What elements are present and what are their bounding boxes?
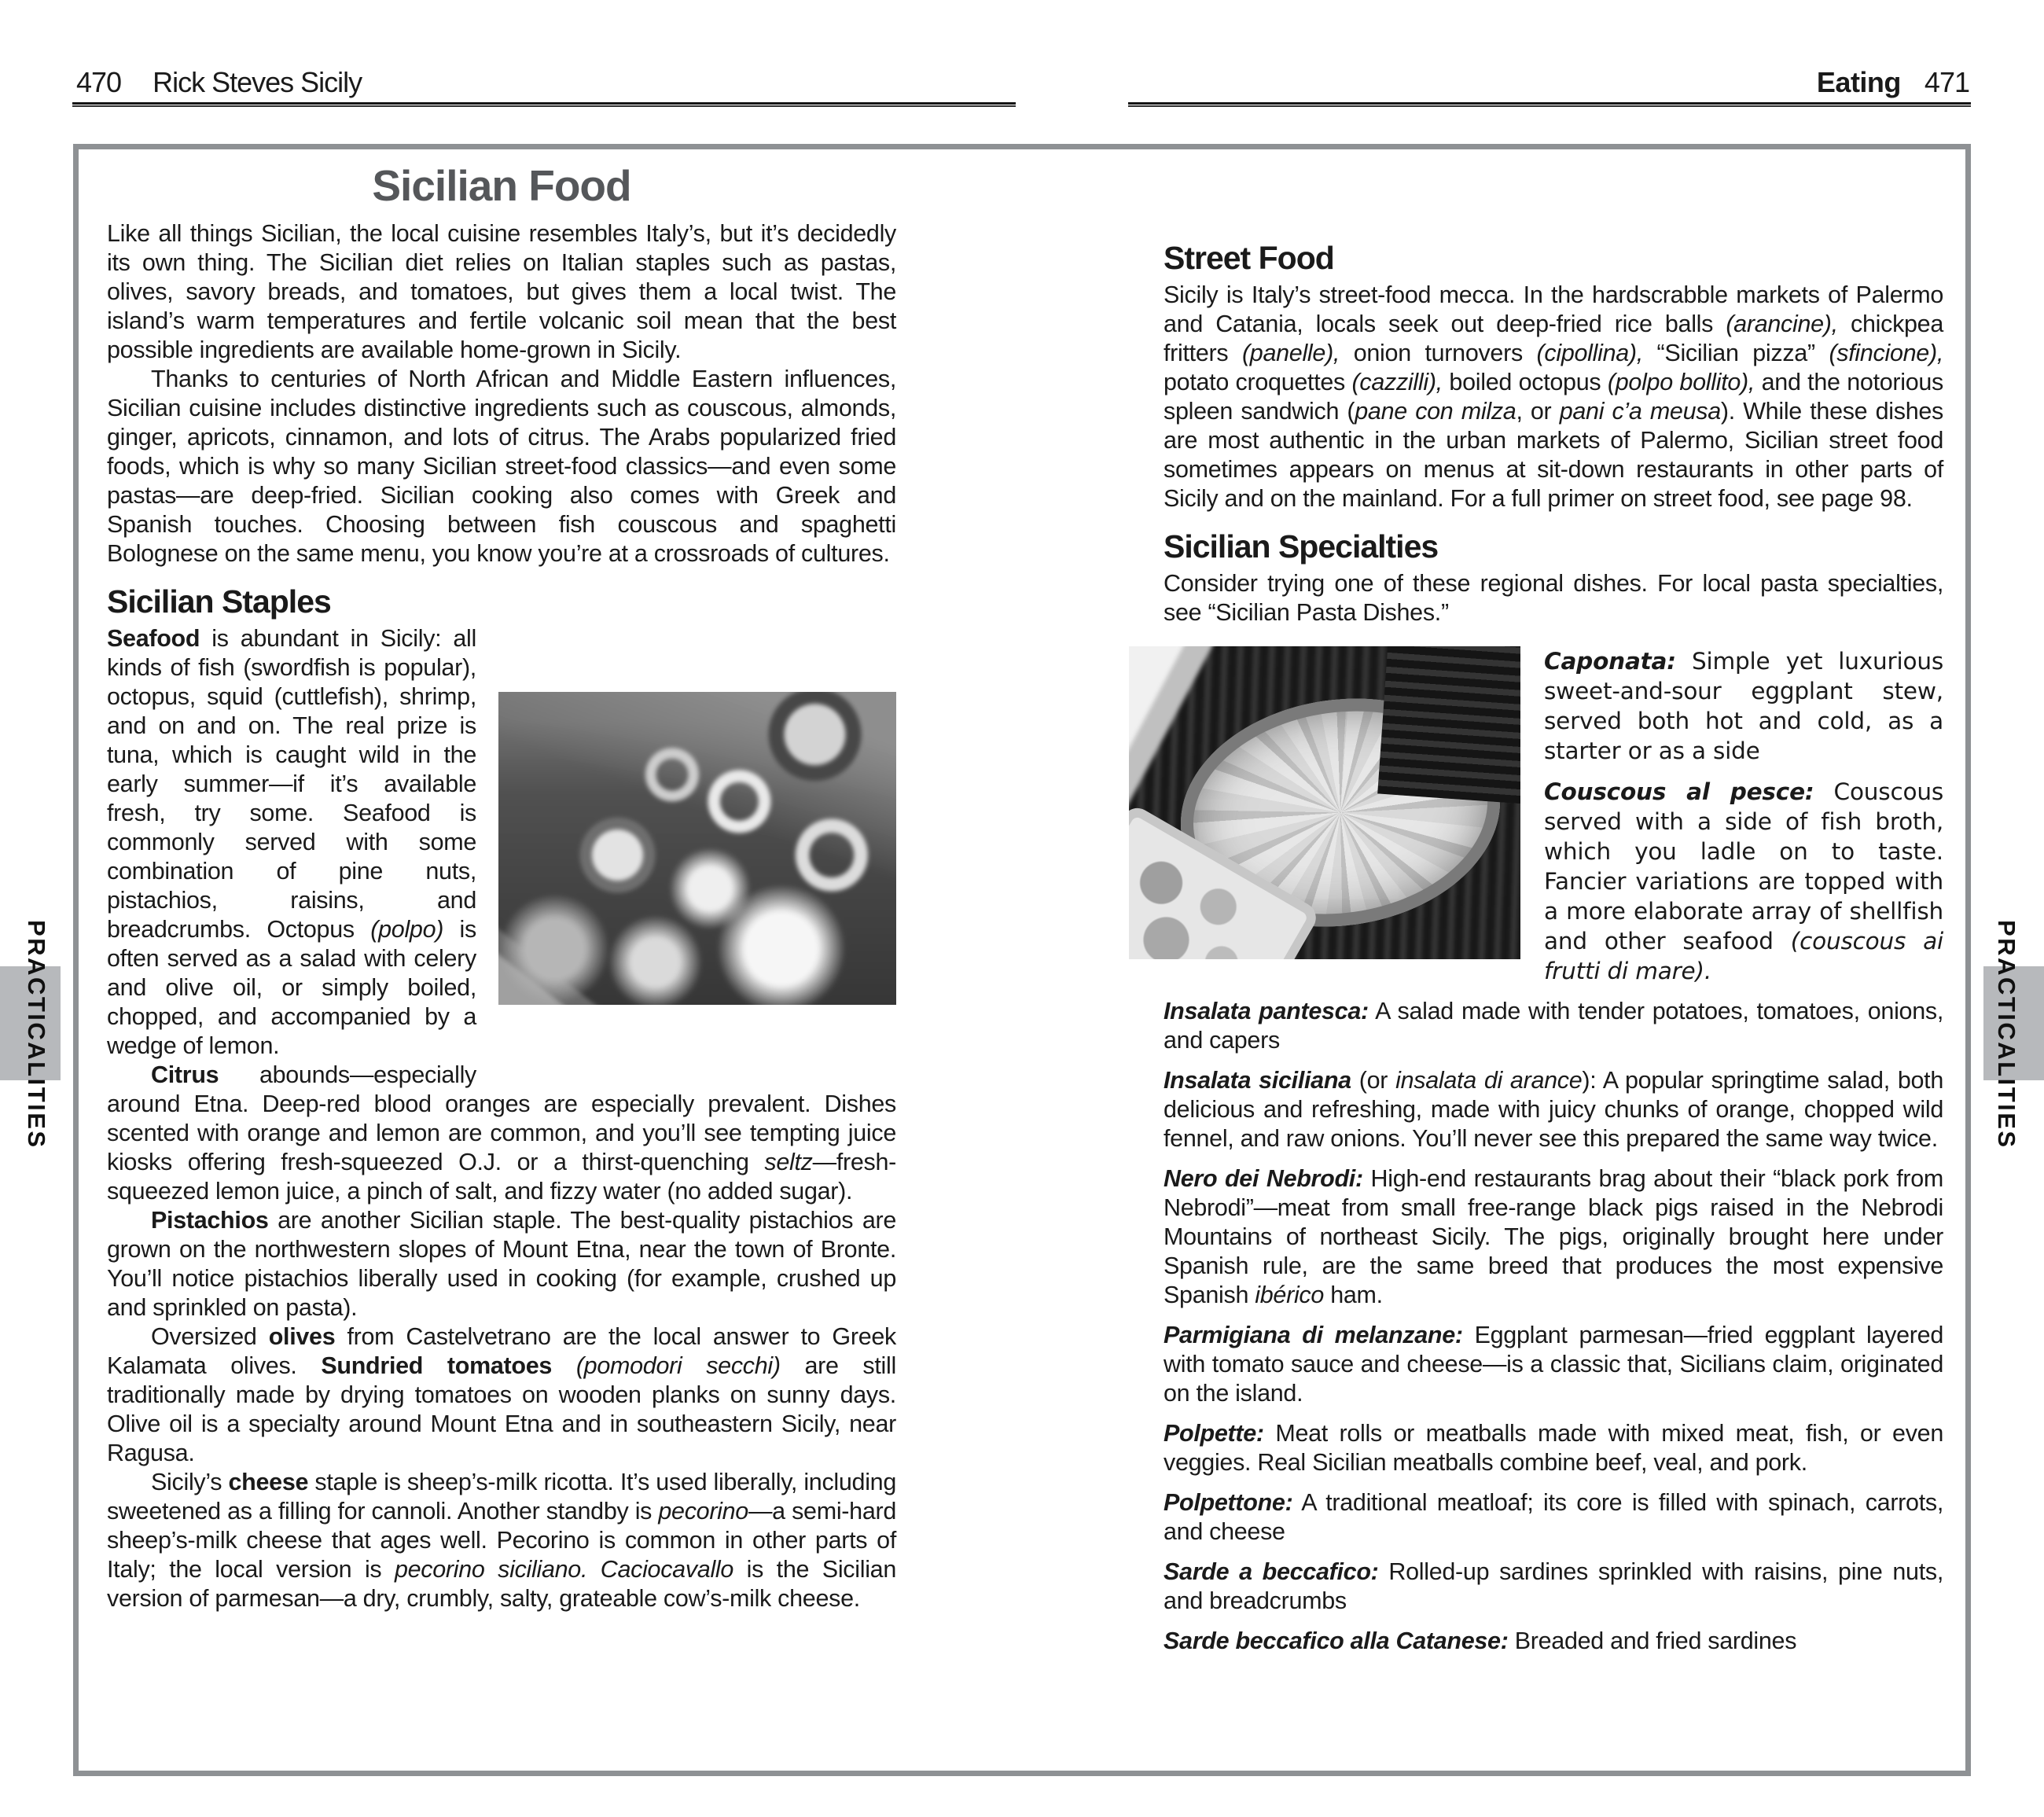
text-segment: Parmigiana di melanzane: — [1164, 1322, 1463, 1348]
section-tab-right: PRACTICALITIES — [1993, 920, 2020, 1149]
dish-polpette — [1164, 1419, 1943, 1477]
heading-street-food: Street Food — [1164, 240, 1334, 276]
dish-sarde-beccafico-alla-catanese — [1164, 1627, 1943, 1656]
text-segment — [552, 1352, 576, 1379]
dish-caponata-text — [1544, 648, 1943, 764]
right-column — [1164, 240, 1944, 1656]
photo-basket-shape — [1377, 646, 1520, 805]
text-segment: Pistachios — [151, 1207, 269, 1234]
text-segment: —fresh-squeezed lemon juice, a pinch of salt, and fizzy water (no added sugar). — [107, 1149, 896, 1205]
text-segment: High-end restaurants brag about their “black pork from Nebrodi”—meat from small free-range black pigs raised in the Nebrodi Mountains of northeast Sicily. The pigs, originally brought here under Spanish rule, are the same breed that produces the most expensive Spanish — [1164, 1165, 1943, 1308]
text-segment: , or — [1516, 398, 1560, 425]
text-segment: potato croquettes — [1164, 369, 1352, 395]
text-segment: A traditional meatloaf; its core is filled with spinach, carrots, and cheese — [1164, 1489, 1943, 1545]
text-segment: insalata di arance — [1395, 1067, 1583, 1094]
dish-sarde-a-beccafico — [1164, 1558, 1943, 1616]
dish-polpettone — [1164, 1488, 1943, 1547]
text-segment: (cazzilli), — [1351, 369, 1443, 395]
running-head-left — [76, 66, 362, 99]
page-number-left: 470 — [76, 66, 122, 98]
text-segment: Meat rolls or meatballs made with mixed meat, fish, or even veggies. Real Sicilian meatballs combine beef, veal, and pork. — [1164, 1420, 1943, 1476]
text-segment: Eggplant parmesan—fried eggplant layered with tomato sauce and cheese—is a classic that, Sicilians claim, originated on the island. — [1164, 1322, 1943, 1407]
paragraph-seafood-text — [107, 625, 476, 1059]
text-segment: Like all things Sicilian, the local cuisine resembles Italy’s, but it’s decidedly its own thing. The Sicilian diet relies on Italian staples such as pastas, olives, savory breads, and tomatoes, but gives them a local twist. The island’s warm temperatures and fertile volcanic soil mean that the best possible ingredients are available home-grown in Sicily. — [107, 220, 896, 363]
text-segment: is often served as a salad with celery and olive oil, or simply boiled, chopped, and accompanied by a wedge of lemon. — [107, 916, 476, 1059]
text-segment: pane con milza — [1355, 398, 1516, 425]
text-segment: “Sicilian pizza” — [1642, 340, 1829, 366]
heading-sicilian-staples: Sicilian Staples — [107, 583, 331, 620]
text-segment: —a semi-hard sheep’s-milk cheese that ages well. Pecorino is common in other parts of Italy; the local version is — [107, 1498, 896, 1583]
paragraph-specialties-intro — [1164, 569, 1943, 627]
text-segment: ham. — [1324, 1282, 1383, 1308]
text-segment: are another Sicilian staple. The best-quality pistachios are grown on the northwestern slopes of Mount Etna, near the town of Bronte. You’ll notice pistachios liberally used in cooking (for example, crushed up and sprinkled on pasta). — [107, 1207, 896, 1321]
article-title: Sicilian Food — [372, 161, 631, 210]
sidebar-box — [73, 144, 1971, 1776]
text-segment: ). While these dishes are most authentic in the urban markets of Palermo, Sicilian street food sometimes appears on menus at sit-down restaurants in other parts of Sicily and on the mainland. For a full primer on street food, see page 98. — [1164, 398, 1943, 512]
text-segment: pani c’a meusa — [1559, 398, 1721, 425]
text-segment: pecorino siciliano. Caciocavallo — [394, 1556, 734, 1583]
paragraph-street-food — [1164, 281, 1943, 513]
text-segment: Insalata siciliana — [1164, 1067, 1351, 1094]
text-segment: olives — [268, 1323, 336, 1350]
running-head-right — [1817, 66, 1969, 99]
dish-caponata — [1164, 646, 1943, 766]
text-segment: pecorino — [658, 1498, 748, 1525]
text-segment: (sfincione), — [1829, 340, 1944, 366]
text-segment: and the notorious spleen sandwich ( — [1164, 369, 1944, 425]
text-segment: Sarde a beccafico: — [1164, 1558, 1379, 1585]
text-segment: (polpo bollito), — [1607, 369, 1755, 395]
text-segment: boiled octopus — [1442, 369, 1608, 395]
text-segment: Polpette: — [1164, 1420, 1264, 1447]
text-segment: abounds—especially around Etna. Deep-red blood oranges are especially prevalent. Dishes scented with orange and lemon are common, and you’ll see tempting juice kiosks offering fresh-squeezed O.J. or a thirst-quenching — [107, 1061, 896, 1175]
paragraph-citrus — [107, 1061, 896, 1206]
book-title: Rick Steves Sicily — [153, 66, 362, 98]
text-segment: Oversized — [151, 1323, 269, 1350]
text-segment: from Castelvetrano are the local answer to Greek Kalamata olives. — [107, 1323, 896, 1379]
text-segment: chickpea fritters — [1164, 311, 1944, 366]
text-segment: Couscous served with a side of fish broth, which you ladle on to taste. Fancier variations are topped with a more elaborate array of shellfish and other seafood — [1544, 778, 1944, 954]
left-column — [107, 161, 897, 1613]
heading-sicilian-specialties: Sicilian Specialties — [1164, 528, 1439, 565]
text-segment: (or — [1351, 1067, 1396, 1094]
text-segment: Polpettone: — [1164, 1489, 1293, 1516]
dish-insalata-pantesca — [1164, 997, 1943, 1055]
text-segment: Rolled-up sardines sprinkled with raisins, pine nuts, and breadcrumbs — [1164, 1558, 1943, 1614]
chapter-title: Eating — [1816, 66, 1901, 98]
text-segment: Seafood — [107, 625, 200, 652]
text-segment: Breaded and fried sardines — [1508, 1628, 1797, 1654]
paragraph-pistachios — [107, 1206, 896, 1322]
text-segment: are still traditionally made by drying tomatoes on wooden planks on sunny days. Olive oil is a specialty around Mount Etna and in southeastern Sicily, near Ragusa. — [107, 1352, 896, 1466]
paragraph-olives — [107, 1322, 896, 1468]
text-segment: is abundant in Sicily: all kinds of fish (swordfish is popular), octopus, squid (cuttlefish), shrimp, and on and on. The real prize is tuna, which is caught wild in the early summer—if it’s available fresh, try some. Seafood is commonly served with some combination of pine nuts, pistachios, raisins, and breadcrumbs. Octopus — [107, 625, 476, 943]
text-segment: Sicily’s — [151, 1469, 229, 1495]
header-rule-right — [1128, 102, 1971, 108]
photo-art-texture — [498, 692, 896, 1005]
text-segment: (panelle), — [1241, 340, 1340, 366]
text-segment: Caponata: — [1544, 648, 1676, 675]
street-food-photo — [1129, 646, 1520, 959]
paragraph-intro-2 — [107, 365, 896, 568]
text-segment: Couscous al pesce: — [1544, 778, 1814, 805]
text-segment: Insalata pantesca: — [1164, 998, 1369, 1024]
paragraph-intro-1 — [107, 219, 896, 365]
text-segment: A salad made with tender potatoes, tomatoes, onions, and capers — [1164, 998, 1943, 1054]
paragraph-cheese — [107, 1468, 896, 1613]
text-segment: seltz — [764, 1149, 813, 1175]
paragraph-seafood — [107, 624, 896, 1061]
text-segment: Consider trying one of these regional dishes. For local pasta specialties, see “Sicilian Pasta Dishes.” — [1164, 570, 1943, 626]
text-segment: (polpo) — [370, 916, 444, 943]
text-segment: Nero dei Nebrodi: — [1164, 1165, 1363, 1192]
text-segment: Sarde beccafico alla Catanese: — [1164, 1628, 1509, 1654]
dish-insalata-siciliana — [1164, 1066, 1943, 1153]
text-segment: Sundried tomatoes — [321, 1352, 553, 1379]
text-segment: ): A popular springtime salad, both delicious and refreshing, made with juicy chunks of orange, chopped wild fennel, and raw onions. You’ll never see this prepared the same way twice. — [1164, 1067, 1943, 1152]
dish-nero-dei-nebrodi — [1164, 1164, 1943, 1310]
header-rule-left — [72, 102, 1016, 108]
text-segment: onion turnovers — [1340, 340, 1537, 366]
text-segment: staple is sheep’s-milk ricotta. It’s used liberally, including sweetened as a filling for cannoli. Another standby is — [107, 1469, 897, 1525]
text-segment: is the Sicilian version of parmesan—a dry, crumbly, salty, grateable cow’s-milk cheese. — [107, 1556, 897, 1612]
text-segment: (cipollina), — [1536, 340, 1643, 366]
text-segment: cheese — [228, 1469, 309, 1495]
page-number-right: 471 — [1924, 66, 1969, 98]
text-segment: (arancine), — [1726, 311, 1838, 337]
section-tab-left: PRACTICALITIES — [23, 920, 50, 1149]
text-segment: Simple yet luxurious sweet-and-sour eggplant stew, served both hot and cold, as a starter or as a side — [1544, 648, 1943, 764]
text-segment: Citrus — [151, 1061, 219, 1088]
seafood-salad-photo — [498, 692, 896, 1005]
text-segment: Sicily is Italy’s street-food mecca. In the hardscrabble markets of Palermo and Catania, locals seek out deep-fried rice balls — [1164, 281, 1943, 337]
text-segment: (couscous ai frutti di mare). — [1544, 928, 1943, 984]
dish-parmigiana-di-melanzane — [1164, 1321, 1943, 1408]
text-segment: ibérico — [1255, 1282, 1325, 1308]
text-segment: Thanks to centuries of North African and Middle Eastern influences, Sicilian cuisine includes distinctive ingredients such as couscous, almonds, ginger, apricots, cinnamon, and lots of citrus. The Arabs popularized fried foods, which is why so many Sicilian street-food classics—and even some pastas—are deep-fried. Sicilian cooking also comes with Greek and Spanish touches. Choosing between fish couscous and spaghetti Bolognese on the same menu, you know you’re at a crossroads of cultures. — [107, 366, 896, 567]
text-segment: (pomodori secchi) — [575, 1352, 781, 1379]
